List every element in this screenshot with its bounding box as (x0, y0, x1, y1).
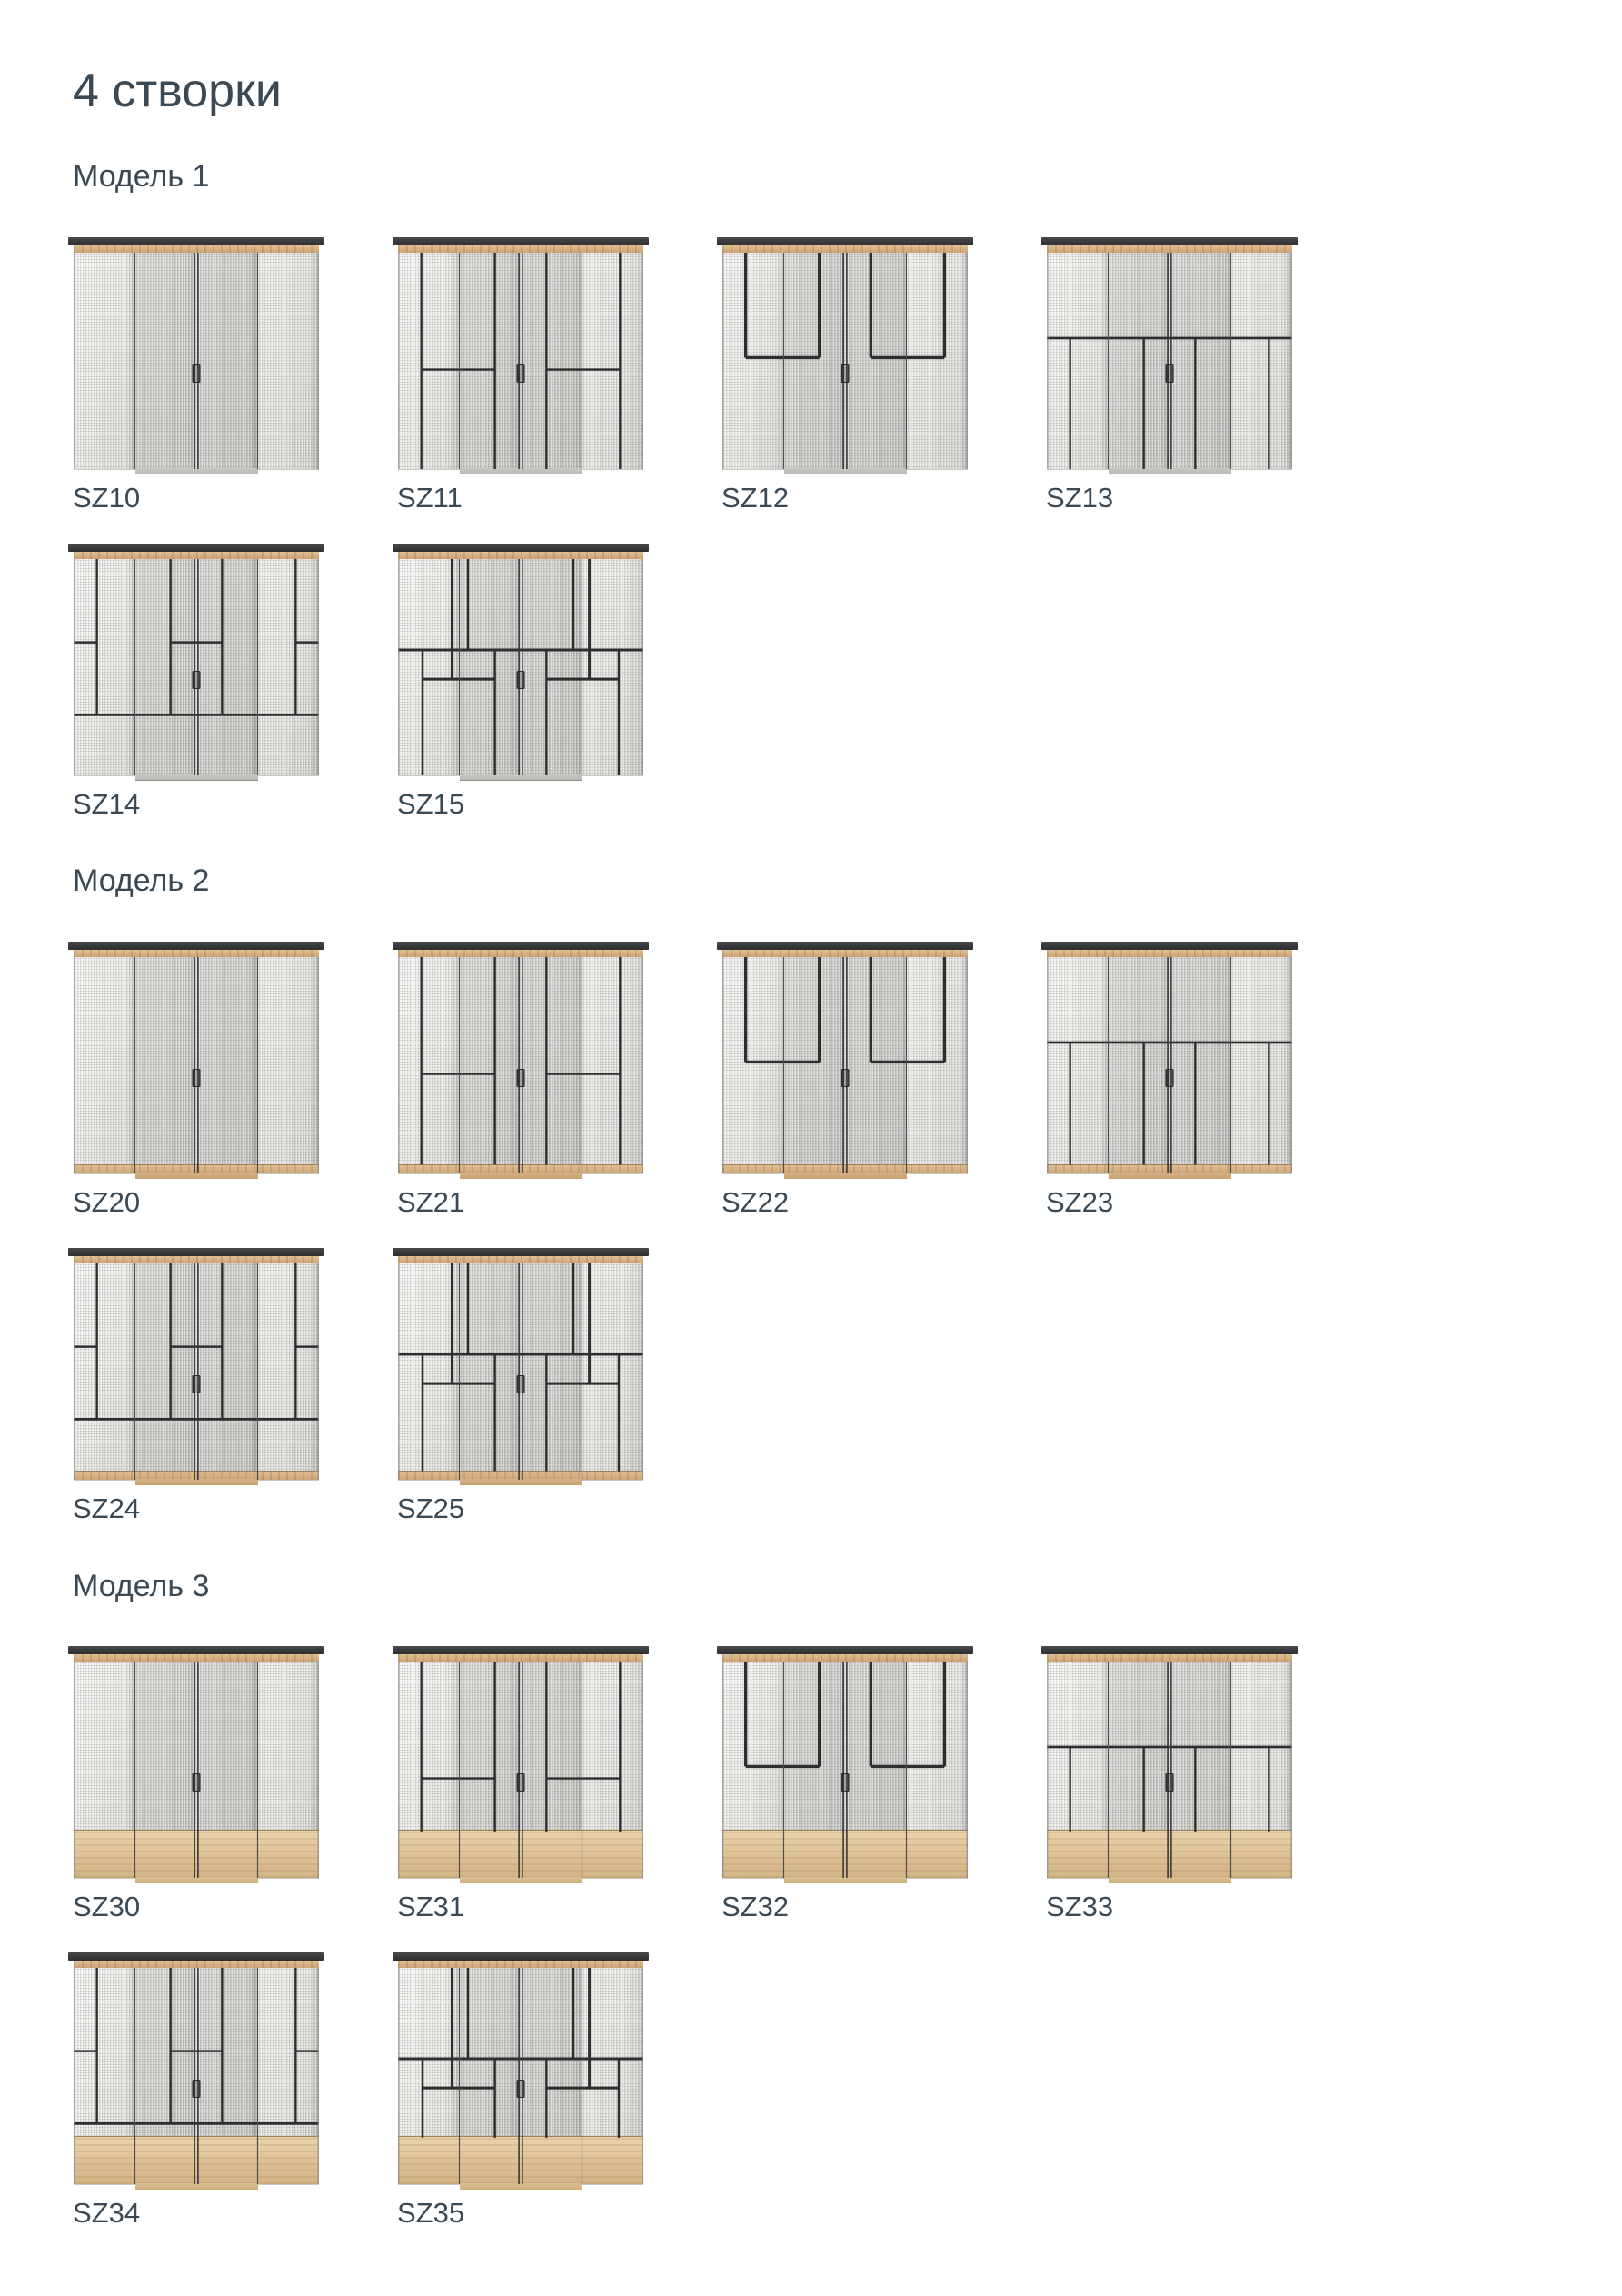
door-handle-icon (1166, 1773, 1174, 1792)
door-header-wood (722, 1654, 968, 1662)
sections-container (73, 158, 1622, 2231)
door-header-wood (74, 552, 319, 559)
door-image (74, 559, 319, 776)
door-handle-icon (193, 1069, 201, 1087)
card-row (73, 942, 1622, 1219)
model-section-3 (73, 1568, 1622, 2231)
door-divider-lines (74, 957, 319, 1173)
door-middle-overhang (460, 1877, 582, 1883)
door-middle-overhang (135, 774, 258, 781)
product-card-sz20[interactable] (73, 942, 320, 1219)
door-header-wood (1047, 245, 1292, 253)
door-handle-icon (517, 2080, 525, 2098)
model-section-1 (73, 158, 1622, 821)
door-track (68, 1646, 324, 1654)
product-label: SZ33 (1046, 1891, 1114, 1923)
door-header-wood (722, 950, 968, 957)
product-card-sz22[interactable] (721, 942, 969, 1219)
door-track (393, 237, 649, 245)
door-header-wood (398, 1961, 643, 1968)
card-row (73, 544, 1622, 821)
product-card-sz33[interactable] (1046, 1646, 1293, 1923)
product-label: SZ12 (721, 481, 790, 514)
door-middle-overhang (135, 2183, 258, 2190)
door-track (717, 237, 973, 245)
door-divider-lines (74, 559, 319, 775)
door-header-wood (1047, 1654, 1292, 1662)
card-row (73, 1952, 1622, 2230)
product-card-sz23[interactable] (1046, 942, 1293, 1219)
page-title: 4 створки (73, 65, 282, 117)
door-image (74, 1263, 319, 1481)
door-middle-overhang (460, 1479, 582, 1485)
door-track (68, 237, 324, 245)
door-header-wood (74, 950, 319, 957)
product-card-sz11[interactable] (397, 237, 644, 514)
door-middle-overhang (135, 1173, 258, 1179)
door-image (398, 1968, 643, 2185)
door-divider-lines (74, 253, 319, 469)
door-image (398, 253, 643, 470)
door-header-wood (74, 1654, 319, 1662)
door-handle-icon (517, 364, 525, 383)
door-middle-overhang (784, 468, 907, 474)
door-header-wood (398, 1256, 643, 1263)
door-middle-overhang (135, 1877, 258, 1883)
door-track (393, 1952, 649, 1961)
door-middle-overhang (460, 468, 582, 474)
product-card-sz32[interactable] (721, 1646, 969, 1923)
door-image (1047, 1662, 1292, 1879)
model-heading: Модель 3 (73, 1568, 210, 1603)
door-handle-icon (517, 671, 525, 689)
door-handle-icon (193, 671, 201, 689)
door-middle-overhang (1109, 1173, 1231, 1179)
door-image (398, 1662, 643, 1879)
door-track (717, 942, 973, 950)
product-label: SZ24 (73, 1492, 141, 1525)
product-card-sz21[interactable] (397, 942, 644, 1219)
door-track (393, 942, 649, 950)
door-image (1047, 253, 1292, 470)
product-card-sz10[interactable] (73, 237, 320, 514)
product-card-sz25[interactable] (397, 1248, 644, 1525)
door-divider-lines (398, 253, 643, 469)
door-handle-icon (841, 1069, 850, 1087)
door-header-wood (398, 1654, 643, 1662)
door-track (1041, 237, 1298, 245)
door-handle-icon (193, 364, 201, 383)
product-label: SZ22 (721, 1186, 790, 1219)
product-label: SZ30 (73, 1891, 141, 1923)
door-divider-lines (722, 957, 968, 1173)
door-middle-overhang (460, 774, 582, 781)
product-card-sz30[interactable] (73, 1646, 320, 1923)
door-image (1047, 957, 1292, 1174)
door-middle-overhang (1109, 1877, 1231, 1883)
door-track (717, 1646, 973, 1654)
section-rows (73, 942, 1622, 1525)
door-divider-lines (1047, 1662, 1292, 1878)
product-card-sz15[interactable] (397, 544, 644, 821)
product-card-sz34[interactable] (73, 1952, 320, 2230)
door-divider-lines (722, 1662, 968, 1878)
door-header-wood (1047, 950, 1292, 957)
model-heading: Модель 1 (73, 159, 210, 195)
door-track (393, 544, 649, 552)
door-image (722, 253, 968, 470)
product-label: SZ25 (397, 1492, 465, 1525)
door-track (68, 942, 324, 950)
door-handle-icon (841, 1773, 850, 1792)
door-image (398, 1263, 643, 1481)
product-label: SZ23 (1046, 1186, 1114, 1219)
product-label: SZ21 (397, 1186, 465, 1219)
door-middle-overhang (460, 2183, 582, 2190)
product-label: SZ31 (397, 1891, 465, 1923)
door-header-wood (74, 1961, 319, 1968)
product-card-sz13[interactable] (1046, 237, 1293, 514)
door-track (68, 1248, 324, 1256)
product-label: SZ13 (1046, 481, 1114, 514)
door-divider-lines (74, 1968, 319, 2184)
product-label: SZ11 (397, 481, 463, 514)
product-label: SZ15 (397, 788, 465, 821)
door-handle-icon (193, 1375, 201, 1393)
door-divider-lines (1047, 253, 1292, 469)
door-track (68, 1952, 324, 1961)
door-handle-icon (517, 1375, 525, 1393)
product-label: SZ34 (73, 2197, 141, 2230)
product-label: SZ35 (397, 2197, 465, 2230)
section-rows (73, 237, 1622, 821)
model-section-2 (73, 863, 1622, 1525)
product-label: SZ10 (73, 481, 141, 514)
model-heading: Модель 2 (73, 863, 210, 899)
product-card-sz24[interactable] (73, 1248, 320, 1525)
door-header-wood (74, 1256, 319, 1263)
door-track (1041, 942, 1298, 950)
door-track (1041, 1646, 1298, 1654)
door-middle-overhang (135, 468, 258, 474)
section-rows (73, 1646, 1622, 2230)
door-divider-lines (1047, 957, 1292, 1173)
door-middle-overhang (784, 1877, 907, 1883)
door-track (393, 1646, 649, 1654)
door-header-wood (722, 245, 968, 253)
product-card-sz31[interactable] (397, 1646, 644, 1923)
door-image (398, 559, 643, 776)
door-handle-icon (1166, 364, 1174, 383)
door-middle-overhang (784, 1173, 907, 1179)
card-row (73, 1646, 1622, 1923)
door-image (722, 957, 968, 1174)
door-divider-lines (398, 957, 643, 1173)
door-handle-icon (1166, 1069, 1174, 1087)
door-image (398, 957, 643, 1174)
door-track (393, 1248, 649, 1256)
door-header-wood (74, 245, 319, 253)
door-handle-icon (193, 1773, 201, 1792)
product-card-sz14[interactable] (73, 544, 320, 821)
door-divider-lines (398, 1263, 643, 1480)
door-image (722, 1662, 968, 1879)
product-label: SZ20 (73, 1186, 141, 1219)
door-image (74, 957, 319, 1174)
door-middle-overhang (1109, 468, 1231, 474)
door-header-wood (398, 552, 643, 559)
card-row (73, 237, 1622, 514)
door-header-wood (398, 950, 643, 957)
product-card-sz35[interactable] (397, 1952, 644, 2230)
door-handle-icon (517, 1773, 525, 1792)
door-image (74, 253, 319, 470)
door-handle-icon (841, 364, 850, 383)
product-label: SZ14 (73, 788, 141, 821)
product-card-sz12[interactable] (721, 237, 969, 514)
door-divider-lines (398, 1662, 643, 1878)
door-handle-icon (517, 1069, 525, 1087)
door-middle-overhang (135, 1479, 258, 1485)
door-track (68, 544, 324, 552)
door-middle-overhang (460, 1173, 582, 1179)
card-row (73, 1248, 1622, 1525)
door-divider-lines (398, 1968, 643, 2184)
door-handle-icon (193, 2080, 201, 2098)
door-divider-lines (74, 1263, 319, 1480)
door-header-wood (398, 245, 643, 253)
door-divider-lines (74, 1662, 319, 1878)
door-image (74, 1968, 319, 2185)
door-image (74, 1662, 319, 1879)
product-label: SZ32 (721, 1891, 790, 1923)
door-divider-lines (398, 559, 643, 775)
door-divider-lines (722, 253, 968, 469)
